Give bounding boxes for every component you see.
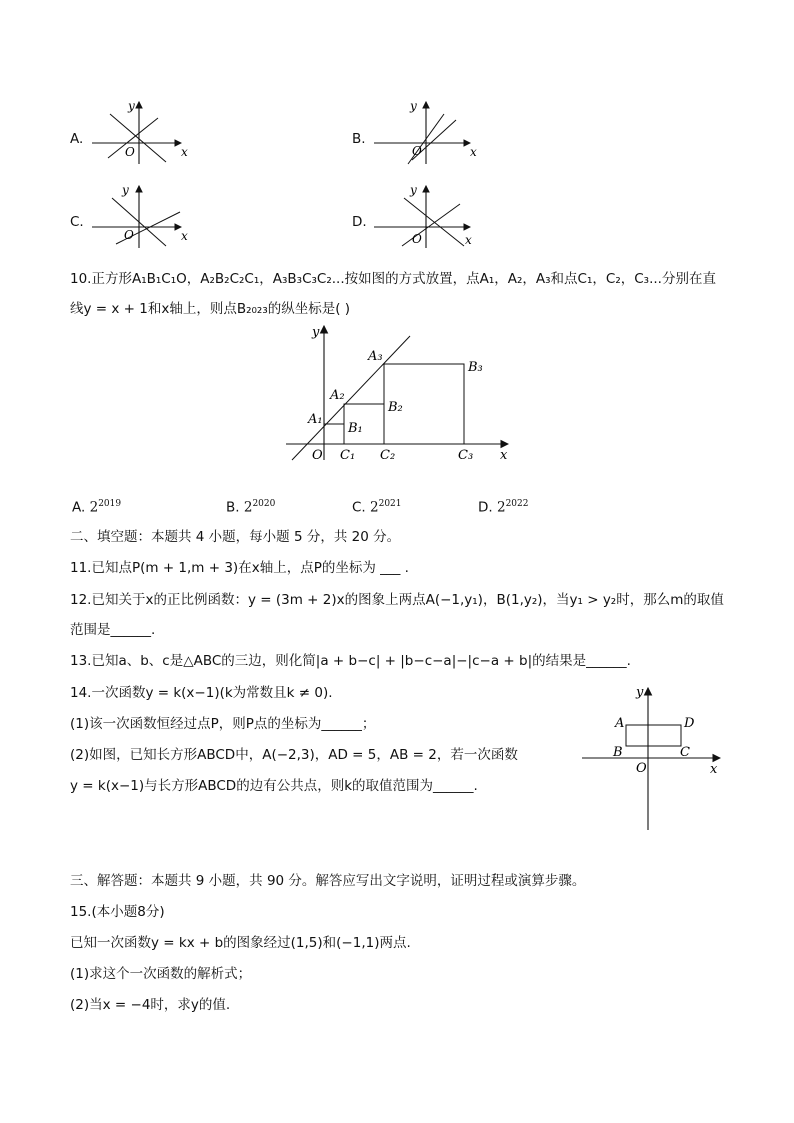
y-label: y <box>122 183 129 197</box>
origin-label: O <box>125 145 135 159</box>
y-label: y <box>410 183 417 197</box>
option-b-graph <box>370 96 480 166</box>
x-label: x <box>465 233 472 247</box>
x-label: x <box>181 229 188 243</box>
q10-option-b: B. $2^{2020}$ <box>226 499 276 516</box>
q15-part1: (1)求这个一次函数的解析式； <box>70 966 252 982</box>
q10-figure <box>282 320 518 466</box>
label-c2: C₂ <box>380 448 396 463</box>
option-b-label: B. <box>352 131 366 147</box>
rectangle-abcd <box>626 725 681 746</box>
label-b2: B₂ <box>388 400 403 415</box>
label-c3: C₃ <box>458 448 474 463</box>
origin-label: O <box>636 761 647 776</box>
q15-part2: (2)当x = −4时，求y的值. <box>70 997 231 1013</box>
origin-label: O <box>312 448 323 463</box>
origin-label: O <box>124 228 134 242</box>
graph-line <box>402 204 460 246</box>
label-a: A <box>615 716 625 731</box>
graph-line <box>110 114 166 162</box>
q14-line4: y = k(x−1)与长方形ABCD的边有公共点，则k的取值范围为______. <box>70 778 478 794</box>
x-label: x <box>710 762 718 777</box>
q14-line1: 14.一次函数y = k(x−1)(k为常数且k ≠ 0). <box>70 685 333 701</box>
section-2-title: 二、填空题：本题共 4 小题，每小题 5 分，共 20 分。 <box>70 529 401 545</box>
option-a-label: A. <box>70 131 84 147</box>
q12-line1: 12.已知关于x的正比例函数：y = (3m + 2)x的图象上两点A(−1,y₁)，B(1,y₂)，当y₁ > y₂时，那么m的取值 <box>70 592 724 608</box>
label-a3: A₃ <box>368 349 383 364</box>
q11-text: 11.已知点P(m + 1,m + 3)在x轴上，点P的坐标为 ___ . <box>70 560 409 576</box>
q14-line2: (1)该一次函数恒经过点P，则P点的坐标为______； <box>70 716 376 732</box>
line-y-equals-x-plus-1 <box>292 336 410 460</box>
q10-option-c: C. $2^{2021}$ <box>352 499 402 516</box>
option-d-graph <box>370 180 480 250</box>
x-label: x <box>470 145 477 159</box>
q15-stem: 已知一次函数y = kx + b的图象经过(1,5)和(−1,1)两点. <box>70 935 411 951</box>
option-d-label: D. <box>352 214 367 230</box>
q10-stem-line2: 线y = x + 1和x轴上，则点B₂₀₂₃的纵坐标是( ) <box>70 301 351 317</box>
option-c-label: C. <box>70 214 84 230</box>
y-label: y <box>312 325 320 340</box>
section-3-title: 三、解答题：本题共 9 小题，共 90 分。解答应写出文字说明，证明过程或演算步骤。 <box>70 873 586 889</box>
label-b1: B₁ <box>348 421 363 436</box>
y-label: y <box>636 685 644 700</box>
label-a1: A₁ <box>308 412 323 427</box>
square-1 <box>324 424 344 444</box>
x-label: x <box>500 448 508 463</box>
label-a2: A₂ <box>330 388 345 403</box>
q10-option-d: D. $2^{2022}$ <box>478 499 529 516</box>
label-d: D <box>684 716 695 731</box>
label-b: B <box>613 745 623 760</box>
q12-line2: 范围是______. <box>70 622 156 638</box>
q14-line3: (2)如图，已知长方形ABCD中，A(−2,3)，AD = 5，AB = 2，若一次函数 <box>70 747 518 763</box>
label-c1: C₁ <box>340 448 356 463</box>
q13-text: 13.已知a、b、c是△ABC的三边，则化简|a + b−c| + |b−c−a|−|c−a + b|的结果是______. <box>70 653 631 669</box>
y-label: y <box>128 99 135 113</box>
q15-header: 15.(本小题8分) <box>70 904 165 920</box>
option-a-graph <box>88 96 198 166</box>
q10-option-a: A. $2^{2019}$ <box>72 499 122 516</box>
origin-label: O <box>412 144 422 158</box>
label-c: C <box>680 745 690 760</box>
q14-figure <box>578 682 728 832</box>
y-label: y <box>410 99 417 113</box>
label-b3: B₃ <box>468 360 483 375</box>
origin-label: O <box>412 232 422 246</box>
option-c-graph <box>88 180 198 250</box>
q10-stem-line1: 10.正方形A₁B₁C₁O，A₂B₂C₂C₁，A₃B₃C₃C₂...按如图的方式放置，点A₁，A₂，A₃和点C₁，C₂，C₃...分别在直 <box>70 271 716 287</box>
x-label: x <box>181 145 188 159</box>
